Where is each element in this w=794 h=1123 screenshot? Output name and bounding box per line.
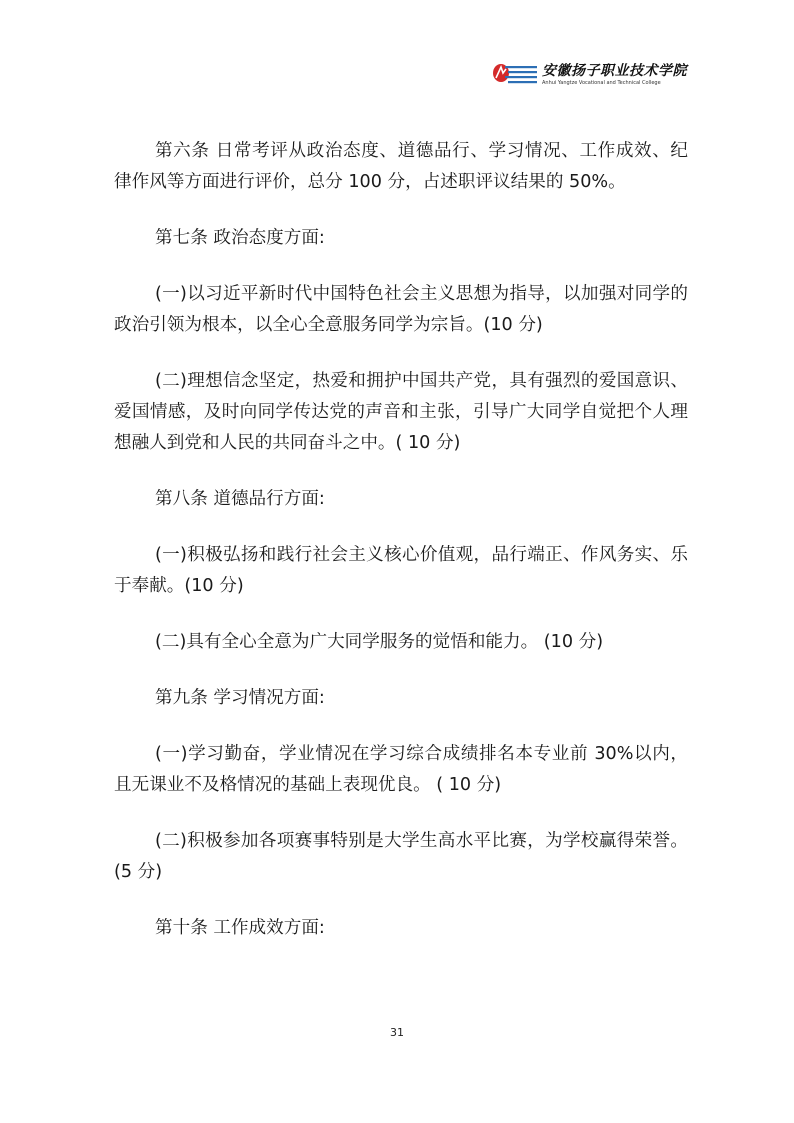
article-7-item-1: (一)以习近平新时代中国特色社会主义思想为指导，以加强对同学的政治引领为根本，以全心全意服务同学为宗旨。(10 分) (114, 284, 688, 335)
college-emblem-icon (492, 60, 538, 88)
article-8-item-1: (一)积极弘扬和践行社会主义核心价值观，品行端正、作风务实、乐于奉献。(10 分) (114, 545, 688, 596)
article-6-paragraph: 第六条 日常考评从政治态度、道德品行、学习情况、工作成效、纪律作风等方面进行评价，总分 100 分，占述职评议结果的 50%。 (114, 141, 688, 192)
article-9-heading: 第九条 学习情况方面: (155, 688, 325, 708)
page-number: 31 (390, 1026, 404, 1039)
article-9-item-1: (一)学习勤奋，学业情况在学习综合成绩排名本专业前 30%以内，且无课业不及格情况的基础上表现优良。 ( 10 分) (114, 744, 688, 795)
document-body (114, 136, 688, 969)
article-8-heading: 第八条 道德品行方面: (155, 489, 325, 509)
article-10-heading: 第十条 工作成效方面: (155, 918, 325, 938)
article-8-item-2: (二)具有全心全意为广大同学服务的觉悟和能力。 (10 分) (155, 632, 604, 652)
article-7-heading: 第七条 政治态度方面: (155, 228, 325, 248)
college-logo (492, 56, 687, 92)
article-7-item-2: (二)理想信念坚定，热爱和拥护中国共产党，具有强烈的爱国意识、爱国情感，及时向同学传达党的声音和主张，引导广大同学自觉把个人理想融人到党和人民的共同奋斗之中。( 10 分) (114, 371, 688, 453)
article-9-item-2: (二)积极参加各项赛事特别是大学生高水平比赛，为学校赢得荣誉。(5 分) (114, 831, 688, 882)
logo-chinese-name: 安徽扬子职业技术学院 (542, 63, 687, 79)
logo-english-name: Anhui Yangtze Vocational and Technical College (542, 80, 661, 86)
